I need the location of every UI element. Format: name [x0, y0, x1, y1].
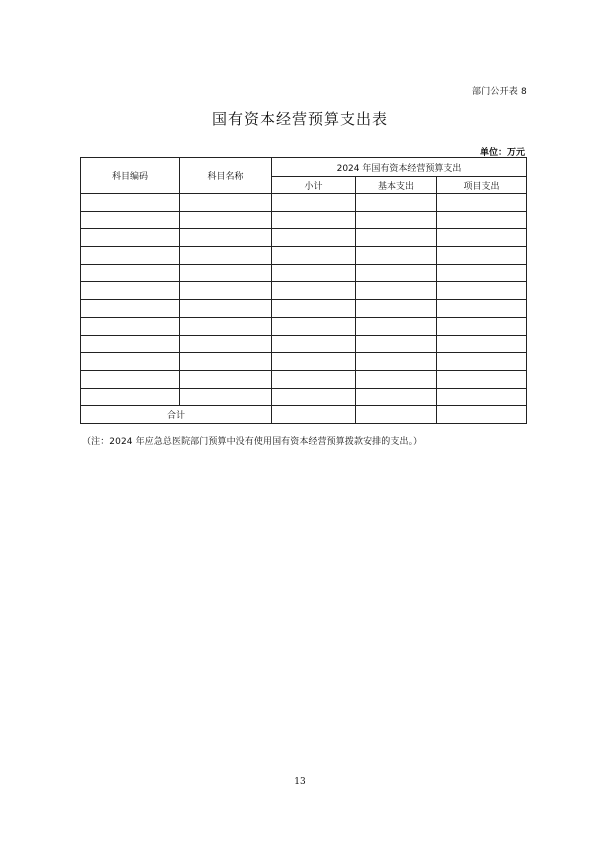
table-cell: [180, 282, 272, 300]
table-cell: [356, 300, 437, 318]
table-cell: [356, 353, 437, 371]
total-cell-subtotal: [272, 406, 356, 424]
table-cell: [180, 194, 272, 212]
table-row: [81, 388, 527, 406]
table-cell: [81, 211, 180, 229]
table-cell: [81, 229, 180, 247]
table-cell: [437, 264, 527, 282]
table-row: [81, 317, 527, 335]
header-subtotal: 小计: [272, 177, 356, 194]
table-cell: [272, 282, 356, 300]
table-cell: [356, 264, 437, 282]
unit-label: 单位：万元: [479, 148, 525, 158]
table-cell: [356, 194, 437, 212]
table-cell: [437, 335, 527, 353]
table-number-label: 部门公开表 8: [472, 87, 527, 97]
table-cell: [437, 247, 527, 265]
table-cell: [81, 353, 180, 371]
table-row: [81, 229, 527, 247]
table-cell: [437, 211, 527, 229]
table-cell: [180, 264, 272, 282]
page-number: 13: [294, 777, 306, 787]
table-cell: [437, 229, 527, 247]
table-cell: [180, 247, 272, 265]
table-cell: [356, 388, 437, 406]
table-row: [81, 282, 527, 300]
table-cell: [272, 247, 356, 265]
table-cell: [81, 300, 180, 318]
total-cell-project: [437, 406, 527, 424]
table-cell: [356, 211, 437, 229]
table-cell: [81, 282, 180, 300]
table-cell: [437, 282, 527, 300]
table-row: [81, 300, 527, 318]
table-cell: [272, 353, 356, 371]
table-cell: [180, 353, 272, 371]
table-cell: [81, 317, 180, 335]
table-cell: [356, 370, 437, 388]
total-cell-basic: [356, 406, 437, 424]
header-subject-name: 科目名称: [180, 158, 272, 194]
table-row: [81, 353, 527, 371]
table-cell: [180, 317, 272, 335]
header-budget-group: 2024 年国有资本经营预算支出: [272, 158, 527, 177]
table-cell: [272, 370, 356, 388]
table-row: [81, 370, 527, 388]
table-cell: [180, 300, 272, 318]
header-basic-expenditure: 基本支出: [356, 177, 437, 194]
table-cell: [180, 335, 272, 353]
table-cell: [437, 388, 527, 406]
table-cell: [437, 194, 527, 212]
table-row: [81, 247, 527, 265]
table-cell: [356, 317, 437, 335]
table-cell: [437, 353, 527, 371]
table-cell: [437, 300, 527, 318]
table-cell: [437, 370, 527, 388]
table-cell: [81, 370, 180, 388]
table-cell: [81, 388, 180, 406]
table-cell: [356, 282, 437, 300]
table-cell: [272, 264, 356, 282]
table-body: [81, 194, 527, 424]
table-cell: [180, 211, 272, 229]
table-cell: [180, 370, 272, 388]
table-cell: [356, 247, 437, 265]
total-row: [81, 406, 527, 424]
table-cell: [272, 300, 356, 318]
table-cell: [81, 247, 180, 265]
table-cell: [272, 194, 356, 212]
footnote: （注：2024 年应急总医院部门预算中没有使用国有资本经营预算拨款安排的支出。）: [82, 437, 423, 447]
budget-table: [80, 157, 527, 424]
table-cell: [272, 317, 356, 335]
table-cell: [272, 211, 356, 229]
table-cell: [437, 317, 527, 335]
header-subject-code: 科目编码: [81, 158, 180, 194]
table-cell: [272, 335, 356, 353]
table-cell: [272, 229, 356, 247]
table-cell: [356, 229, 437, 247]
table-row: [81, 335, 527, 353]
page-title: 国有资本经营预算支出表: [211, 110, 388, 128]
total-label: 合计: [81, 406, 272, 424]
table-cell: [81, 264, 180, 282]
table-cell: [81, 335, 180, 353]
table-header-row: [81, 158, 527, 177]
table-cell: [81, 194, 180, 212]
table-row: [81, 264, 527, 282]
table-cell: [356, 335, 437, 353]
table-row: [81, 194, 527, 212]
table-cell: [180, 388, 272, 406]
header-project-expenditure: 项目支出: [437, 177, 527, 194]
table-cell: [272, 388, 356, 406]
table-row: [81, 211, 527, 229]
table-cell: [180, 229, 272, 247]
